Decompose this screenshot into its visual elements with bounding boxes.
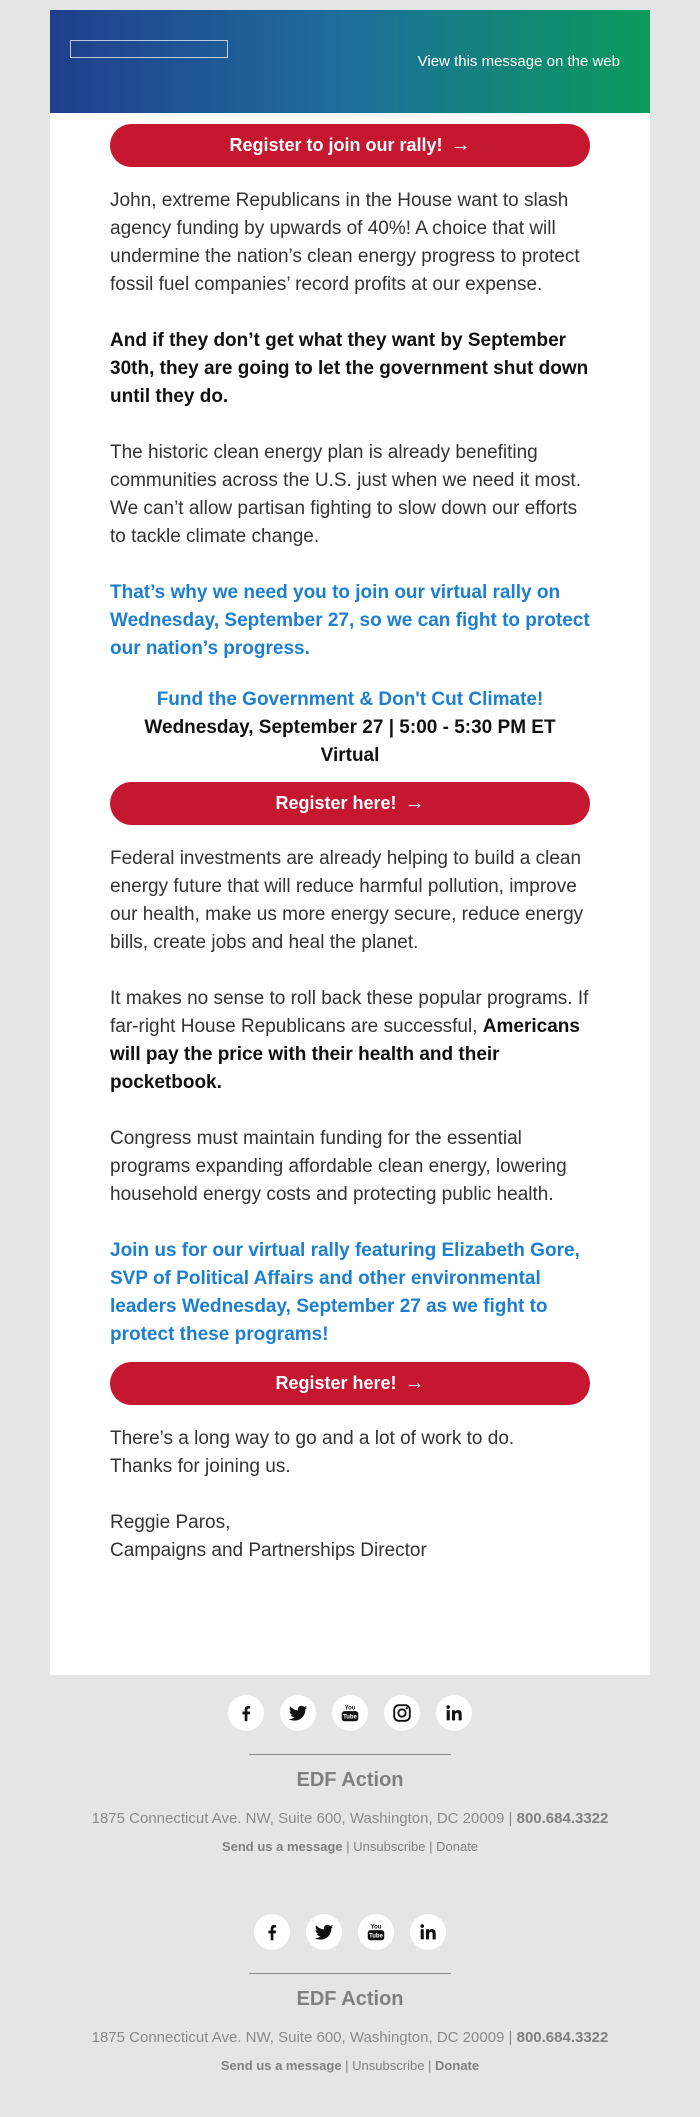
youtube-icon[interactable] — [332, 1695, 368, 1731]
linkedin-icon[interactable] — [436, 1695, 472, 1731]
youtube-icon[interactable] — [358, 1914, 394, 1950]
donate-link[interactable]: Donate — [435, 2058, 480, 2073]
event-details — [110, 686, 590, 770]
email-header — [50, 10, 650, 113]
unsubscribe-link[interactable]: Unsubscribe — [353, 1839, 426, 1854]
footer-address — [0, 1810, 700, 1827]
signature-title: Campaigns and Partnerships Director — [110, 1540, 427, 1561]
footer-divider — [249, 1973, 451, 1974]
rally-callout: That’s why we need you to join our virtual rally on Wednesday, September 27, so we can fight to protect our nation’s progress. — [110, 582, 590, 659]
intro-paragraph: John, extreme Republicans in the House want to slash agency funding by upwards of 40%! A choice that will undermine the nation’s clean energy progress to protect fossil fuel companies’ record profits at our expense. — [110, 190, 580, 295]
footer-org-name: EDF Action — [296, 1769, 404, 1791]
register-rally-label: Register to join our rally! — [229, 135, 443, 155]
register-here-button-2[interactable] — [110, 1362, 590, 1405]
closing-paragraph — [110, 1425, 590, 1481]
social-links — [0, 1695, 700, 1731]
svg-text:Tube: Tube — [343, 1714, 357, 1721]
view-in-browser-link[interactable]: View this message on the web — [417, 53, 620, 70]
svg-text:You: You — [370, 1924, 382, 1931]
email-card — [50, 10, 650, 1675]
link-separator: | — [341, 2058, 353, 2073]
register-rally-button[interactable] — [110, 124, 590, 167]
link-separator: | — [424, 2058, 436, 2073]
footer-links — [0, 2058, 700, 2073]
twitter-icon[interactable] — [280, 1695, 316, 1731]
phone-link[interactable]: 800.684.3322 — [516, 2029, 609, 2046]
signature-name: Reggie Paros, — [110, 1512, 231, 1533]
arrow-right-icon: → — [404, 792, 425, 814]
arrow-right-icon: → — [450, 134, 471, 156]
link-separator: | — [342, 1839, 354, 1854]
footer-secondary — [0, 1914, 700, 2073]
edf-action-logo[interactable] — [70, 40, 228, 58]
rollback-paragraph — [110, 985, 590, 1097]
register-here-button[interactable] — [110, 782, 590, 825]
phone-link[interactable]: 800.684.3322 — [516, 1810, 609, 1827]
address-text: 1875 Connecticut Ave. NW, Suite 600, Washington, DC 20009 | — [91, 1810, 517, 1827]
congress-paragraph: Congress must maintain funding for the essential programs expanding affordable clean energy, lowering household energy costs and protecting public health. — [110, 1128, 567, 1205]
register-here-label: Register here! — [275, 1373, 397, 1393]
shutdown-paragraph: And if they don’t get what they want by September 30th, they are going to let the government shut down until they do. — [110, 330, 589, 407]
arrow-right-icon: → — [404, 1372, 425, 1394]
svg-text:You: You — [344, 1705, 356, 1712]
signature — [110, 1509, 590, 1565]
footer-primary — [0, 1695, 700, 1854]
instagram-icon[interactable] — [384, 1695, 420, 1731]
send-message-link[interactable]: Send us a message — [221, 1839, 343, 1854]
event-location: Virtual — [320, 745, 380, 766]
email-content — [50, 124, 650, 1565]
rally-featuring-callout: Join us for our virtual rally featuring Elizabeth Gore, SVP of Political Affairs and other environmental leaders Wednesday, September 27 as we fight to protect these programs! — [110, 1240, 580, 1345]
rollback-bold-text: Americans will pay the price with their health and their pocketbook. — [110, 1016, 580, 1093]
event-title: Fund the Government & Don't Cut Climate! — [156, 689, 544, 710]
footer-org-name: EDF Action — [296, 1988, 404, 2010]
svg-text:Tube: Tube — [369, 1933, 383, 1940]
register-here-label: Register here! — [275, 793, 397, 813]
closing-line-1: There’s a long way to go and a lot of work to do. — [110, 1428, 515, 1449]
investments-paragraph: Federal investments are already helping to build a clean energy future that will reduce harmful pollution, improve our health, make us more energy secure, reduce energy bills, create jobs and heal the planet. — [110, 848, 584, 953]
send-message-link[interactable]: Send us a message — [220, 2058, 342, 2073]
facebook-icon[interactable] — [228, 1695, 264, 1731]
footer-links — [0, 1839, 700, 1854]
unsubscribe-link[interactable]: Unsubscribe — [352, 2058, 425, 2073]
footer-address — [0, 2029, 700, 2046]
social-links-secondary — [0, 1914, 700, 1950]
donate-link[interactable]: Donate — [436, 1839, 479, 1854]
facebook-icon[interactable] — [254, 1914, 290, 1950]
address-text: 1875 Connecticut Ave. NW, Suite 600, Washington, DC 20009 | — [91, 2029, 517, 2046]
rollback-text: It makes no sense to roll back these popular programs. If far-right House Republicans are successful, — [110, 988, 589, 1037]
twitter-icon[interactable] — [306, 1914, 342, 1950]
link-separator: | — [425, 1839, 437, 1854]
closing-line-2: Thanks for joining us. — [110, 1456, 291, 1477]
clean-energy-paragraph: The historic clean energy plan is already benefiting communities across the U.S. just when we need it most. We can’t allow partisan fighting to slow down our efforts to tackle climate change. — [110, 442, 581, 547]
event-date: Wednesday, September 27 | 5:00 - 5:30 PM ET — [144, 717, 556, 738]
linkedin-icon[interactable] — [410, 1914, 446, 1950]
footer-divider — [249, 1754, 451, 1755]
